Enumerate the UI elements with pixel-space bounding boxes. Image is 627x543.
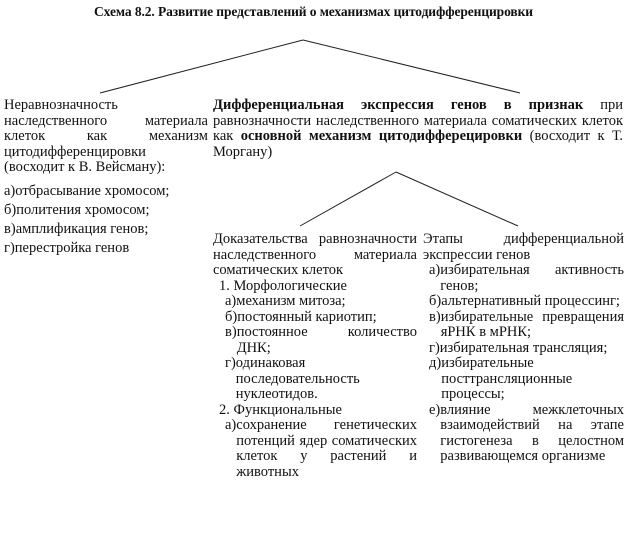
differential-expression-term: Дифференциальная экспрессия генов в признак bbox=[213, 97, 584, 113]
evidence-column bbox=[213, 232, 417, 480]
functional-heading: 2. Функциональные bbox=[219, 401, 342, 418]
weismann-hypothesis: Неравнозначность наследственного материала клеток как механизм цитодифференцировки (восходит к В. Вейсману): bbox=[4, 97, 208, 175]
list-item: д) избирательные посттрансляционные процессы; bbox=[429, 355, 573, 402]
list-item: в) избирательные превращения яРНК в мРНК; bbox=[429, 308, 624, 340]
weismann-mechanisms-list bbox=[4, 184, 210, 260]
list-item: а) избирательная активность генов; bbox=[429, 262, 624, 294]
scheme-title: Схема 8.2. Развитие представлений о механизмах цитодифференцировки bbox=[94, 4, 533, 19]
morphological-heading: 1. Морфологические bbox=[219, 277, 347, 294]
list-item: г) перестройка генов bbox=[4, 240, 130, 256]
connector-mid-right bbox=[396, 172, 518, 226]
list-item: е) влияние межклеточных взаимодействий на этапе гистогенеза в целостном развивающемся организме bbox=[429, 401, 624, 464]
connector-top-left bbox=[100, 40, 303, 93]
stages-heading: Этапы дифференциальной экспрессии генов bbox=[423, 231, 624, 263]
list-item: б) политения хромосом; bbox=[4, 202, 150, 218]
connector-top-right bbox=[303, 40, 520, 93]
stages-column bbox=[423, 232, 624, 465]
list-item: г) избирательная трансляция; bbox=[429, 339, 608, 356]
main-mechanism-term: основной механизм цитодифферецировки bbox=[240, 128, 523, 144]
evidence-heading: Доказательства равнозначности наследственного материала соматических клеток bbox=[213, 231, 417, 278]
morgan-hypothesis: Дифференциальная экспрессия генов в признак при равнозначности наследственного материала соматических клеток как основной механизм цитодифферецировки (восходит к Т. Моргану) bbox=[213, 97, 624, 160]
list-item: б) постоянный кариотип; bbox=[225, 308, 377, 325]
list-item: а) отбрасывание хромосом; bbox=[4, 183, 170, 199]
list-item: а) механизм митоза; bbox=[225, 293, 346, 309]
list-item: г) одинаковая последовательность нуклеотидов. bbox=[225, 355, 360, 402]
list-item: в) амплификация генов; bbox=[4, 221, 149, 237]
list-item: в) постоянное количество ДНК; bbox=[225, 324, 417, 356]
list-item: а) сохранение генетических потенций ядер соматических клеток у растений и животных bbox=[225, 417, 417, 480]
list-item: б) альтернативный процессинг; bbox=[429, 293, 620, 309]
connector-mid-left bbox=[300, 172, 396, 226]
